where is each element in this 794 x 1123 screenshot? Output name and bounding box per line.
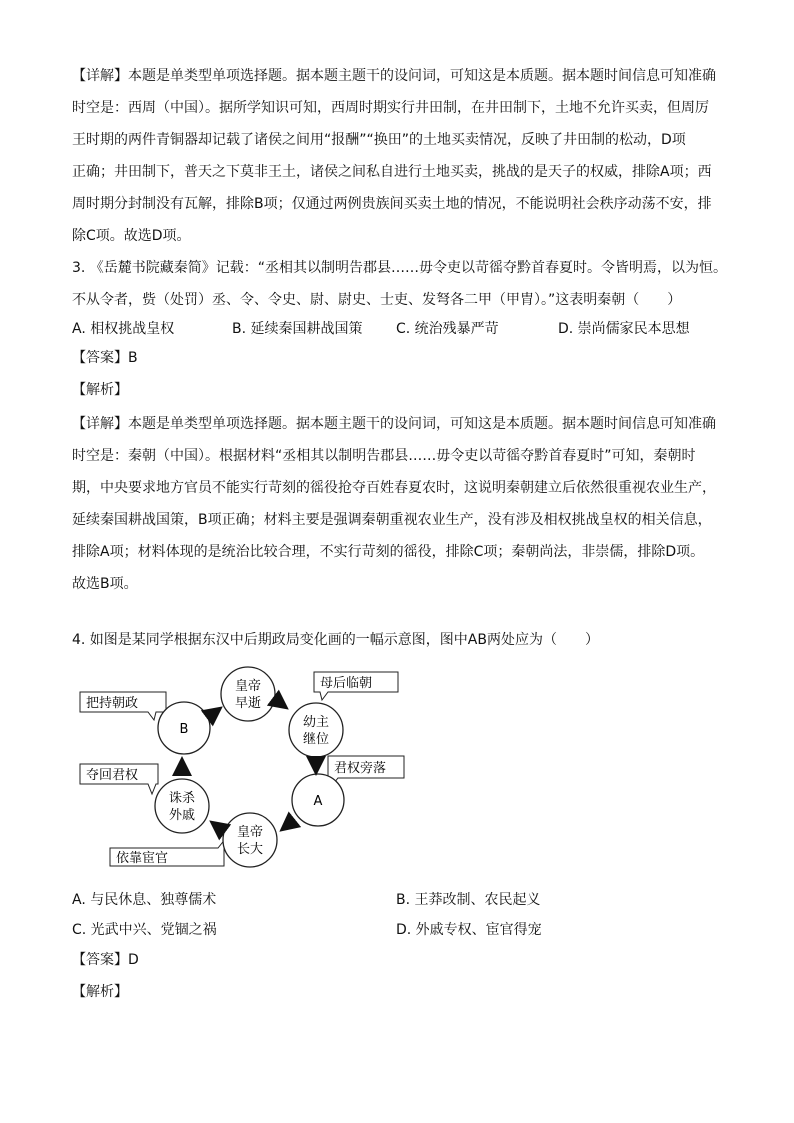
tag-regency	[314, 672, 398, 700]
q3-stem-line-1: 3. 《岳麓书院藏秦简》记载：“丞相其以制明告郡县……毋令吏以苛徭夺黔首春夏时。令皆明焉，以为恒。	[72, 260, 728, 276]
q3-analysis-line-1: 【详解】本题是单类型单项选择题。据本题主题干的设问词，可知这是本质题。据本题时间信息可知准确	[72, 416, 716, 432]
q4-answer: 【答案】D	[72, 952, 139, 968]
svg-text:长大: 长大	[236, 842, 264, 857]
q2-analysis-line-6: 除C项。故选D项。	[72, 228, 191, 244]
circle-a	[292, 774, 344, 826]
q4-option-c: C. 光武中兴、党锢之祸	[72, 922, 217, 938]
q3-analysis-line-6: 故选B项。	[72, 576, 138, 592]
q2-analysis-line-5: 周时期分封制没有瓦解，排除B项；仅通过两例贵族间买卖土地的情况，不能说明社会秩序动荡不安，排	[72, 196, 712, 212]
q4-option-d: D. 外戚专权、宦官得宠	[396, 922, 542, 938]
circle-emperor-dies-early	[221, 667, 275, 721]
q3-option-c: C. 统治残暴严苛	[396, 321, 499, 337]
q4-analysis-title: 【解析】	[72, 984, 128, 1000]
svg-text:B: B	[179, 722, 189, 737]
q3-option-d: D. 崇尚儒家民本思想	[558, 321, 690, 337]
tag-control-court	[80, 692, 166, 720]
q2-analysis-line-4: 正确；井田制下，普天之下莫非王土，诸侯之间私自进行土地买卖，挑战的是天子的权威，排除A项；西	[72, 164, 712, 180]
tag-rely-eunuchs	[110, 838, 226, 866]
svg-text:皇帝: 皇帝	[234, 679, 262, 694]
svg-text:早逝: 早逝	[234, 696, 262, 711]
arrow-grown-to-kill	[214, 824, 222, 830]
svg-text:外戚: 外戚	[168, 808, 196, 823]
circle-emperor-grown	[223, 813, 277, 867]
q4-stem: 4. 如图是某同学根据东汉中后期政局变化画的一幅示意图，图中AB两处应为（ ）	[72, 632, 599, 648]
q3-analysis-line-3: 期，中央要求地方官员不能实行苛刻的徭役抢夺百姓春夏农时，这说明秦朝建立后依然很重视农业生产，	[72, 480, 716, 496]
tag-power-lost	[328, 756, 404, 788]
svg-text:幼主: 幼主	[302, 715, 330, 730]
svg-text:把持朝政: 把持朝政	[86, 696, 139, 711]
q3-answer: 【答案】B	[72, 350, 138, 366]
svg-text:继位: 继位	[302, 732, 330, 747]
q3-analysis-line-2: 时空是：秦朝（中国）。根据材料“丞相其以制明告郡县……毋令吏以苛徭夺黔首春夏时”可知，秦朝时	[72, 448, 696, 464]
svg-text:夺回君权: 夺回君权	[86, 768, 139, 783]
q4-cycle-diagram	[72, 664, 412, 876]
q4-option-a: A. 与民休息、独尊儒术	[72, 892, 217, 908]
circle-b	[158, 702, 210, 754]
svg-text:君权旁落: 君权旁落	[334, 761, 387, 776]
q2-analysis-line-2: 时空是：西周（中国）。据所学知识可知，西周时期实行井田制，在井田制下，土地不允许买卖，但周厉	[72, 100, 709, 116]
svg-text:皇帝: 皇帝	[236, 825, 264, 840]
svg-text:A: A	[313, 794, 323, 809]
q3-analysis-line-5: 排除A项；材料体现的是统治比较合理，不实行苛刻的徭役，排除C项；秦朝尚法，非崇儒，排除D项。	[72, 544, 705, 560]
circle-kill-relatives	[155, 779, 209, 833]
q3-analysis-line-4: 延续秦国耕战国策，B项正确；材料主要是强调秦朝重视农业生产，没有涉及相权挑战皇权的相关信息，	[72, 512, 712, 528]
tag-regain-power	[80, 764, 158, 794]
svg-text:诛杀: 诛杀	[168, 791, 196, 806]
arrow-a-to-grown	[284, 820, 294, 828]
q4-option-b: B. 王莽改制、农民起义	[396, 892, 541, 908]
q3-option-a: A. 相权挑战皇权	[72, 321, 175, 337]
q2-analysis-line-3: 王时期的两件青铜器却记载了诸侯之间用“报酬”“换田”的土地买卖情况，反映了井田制的松动，D项	[72, 132, 686, 148]
q3-stem-line-2: 不从令者，赀（处罚）丞、令、令史、尉、尉史、士吏、发弩各二甲（甲胄）。”这表明秦朝（ ）	[72, 292, 682, 308]
arrow-emperor-to-heir	[276, 700, 284, 706]
q3-analysis-title: 【解析】	[72, 382, 128, 398]
circle-young-heir	[289, 703, 343, 757]
svg-text:母后临朝: 母后临朝	[320, 676, 373, 691]
arrow-b-to-emperor	[210, 710, 218, 716]
q2-analysis-line-1: 【详解】本题是单类型单项选择题。据本题主题干的设问词，可知这是本质题。据本题时间信息可知准确	[72, 68, 716, 84]
svg-text:依靠宦官: 依靠宦官	[116, 851, 169, 866]
q3-option-b: B. 延续秦国耕战国策	[232, 321, 363, 337]
